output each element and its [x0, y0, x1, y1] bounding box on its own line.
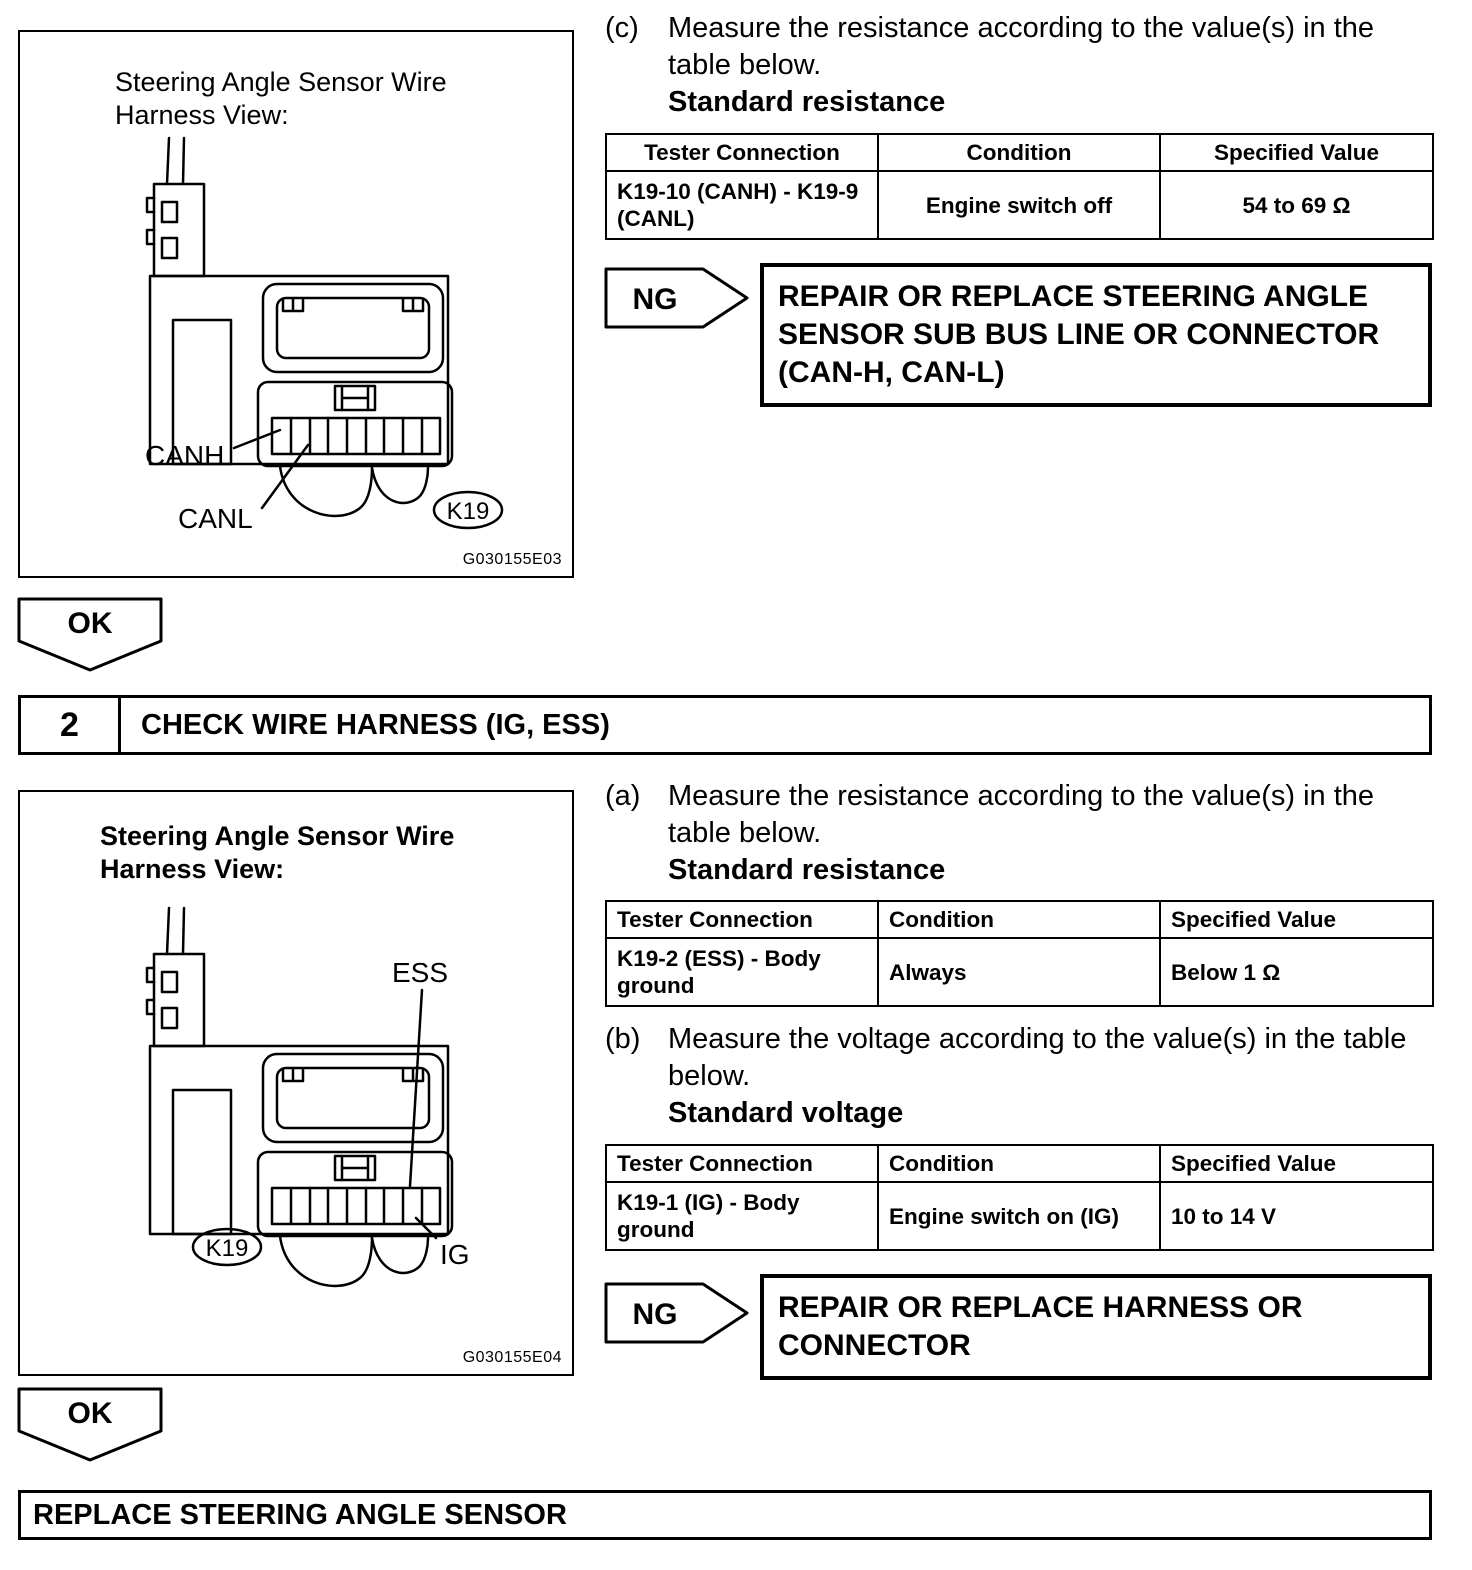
connector-id-label-1: K19	[446, 498, 490, 525]
figure-id-2: G030155E04	[462, 1349, 562, 1366]
table-header-row	[606, 901, 1433, 938]
figure-id-1: G030155E03	[462, 551, 562, 568]
resistance-table-2	[605, 900, 1434, 1007]
ng-arrow-2	[603, 1281, 753, 1345]
harness-diagram-box-1	[18, 30, 574, 578]
ok-arrow-1	[16, 596, 166, 674]
ok-label-1: OK	[67, 607, 113, 640]
standard-resistance-heading-1: Standard resistance	[668, 86, 946, 118]
cell-condition: Engine switch on (IG)	[878, 1182, 1160, 1250]
ok-arrow-2	[16, 1386, 166, 1464]
step-number: 2	[21, 698, 121, 752]
item-marker-a: (a)	[605, 780, 641, 812]
ig-label: IG	[440, 1239, 470, 1270]
diagram-title-line2: Harness View:	[100, 853, 285, 884]
diagram-title-line2: Harness View:	[115, 99, 289, 130]
header-tester-connection: Tester Connection	[606, 1145, 878, 1182]
table-header-row	[606, 1145, 1433, 1182]
connector-drawing-2	[20, 792, 576, 1378]
ng-label-2: NG	[632, 1298, 678, 1331]
cell-tester-connection: K19-10 (CANH) - K19-9 (CANL)	[606, 171, 878, 239]
diagram-title-line1: Steering Angle Sensor Wire	[115, 67, 447, 97]
canl-label: CANL	[178, 503, 253, 534]
cell-tester-connection: K19-2 (ESS) - Body ground	[606, 938, 878, 1006]
ng-label-1: NG	[632, 283, 678, 316]
table-header-row	[606, 134, 1433, 171]
resistance-table-1	[605, 133, 1434, 240]
cell-tester-connection: K19-1 (IG) - Body ground	[606, 1182, 878, 1250]
voltage-table	[605, 1144, 1434, 1251]
harness-diagram-box-2	[18, 790, 574, 1376]
instruction-item-b	[605, 1021, 1432, 1132]
table-row	[606, 1182, 1433, 1250]
final-action-box: REPLACE STEERING ANGLE SENSOR	[18, 1490, 1432, 1540]
ng-action-box-2: REPAIR OR REPLACE HARNESS OR CONNECTOR	[760, 1274, 1432, 1380]
cell-condition: Engine switch off	[878, 171, 1160, 239]
step-header	[18, 695, 1432, 755]
item-marker-c: (c)	[605, 12, 639, 44]
header-specified-value: Specified Value	[1160, 1145, 1433, 1182]
item-body-c	[668, 10, 1440, 121]
header-tester-connection: Tester Connection	[606, 134, 878, 171]
instruction-item-a	[605, 778, 1432, 889]
cell-specified-value: 10 to 14 V	[1160, 1182, 1433, 1250]
header-tester-connection: Tester Connection	[606, 901, 878, 938]
header-condition: Condition	[878, 1145, 1160, 1182]
ok-label-2: OK	[67, 1397, 113, 1430]
cell-specified-value: 54 to 69 Ω	[1160, 171, 1433, 239]
canh-label: CANH	[145, 440, 225, 471]
ess-label: ESS	[392, 957, 449, 988]
cell-condition: Always	[878, 938, 1160, 1006]
step-title: CHECK WIRE HARNESS (IG, ESS)	[141, 708, 610, 741]
item-marker-b: (b)	[605, 1023, 641, 1055]
table-row	[606, 171, 1433, 239]
diagram-title-line1: Steering Angle Sensor Wire	[100, 821, 455, 851]
header-specified-value: Specified Value	[1160, 901, 1433, 938]
item-body-b	[668, 1021, 1440, 1132]
cell-specified-value: Below 1 Ω	[1160, 938, 1433, 1006]
item-text-b: Measure the voltage according to the value(s) in the table below.	[668, 1023, 1407, 1092]
ng-arrow-1	[603, 266, 753, 330]
ng-action-box-1: REPAIR OR REPLACE STEERING ANGLE SENSOR SUB BUS LINE OR CONNECTOR (CAN-H, CAN-L)	[760, 263, 1432, 407]
header-condition: Condition	[878, 901, 1160, 938]
connector-id-label-2: K19	[205, 1235, 249, 1262]
item-text-c: Measure the resistance according to the value(s) in the table below.	[668, 12, 1375, 81]
item-text-a: Measure the resistance according to the value(s) in the table below.	[668, 780, 1375, 849]
item-body-a	[668, 778, 1440, 889]
header-specified-value: Specified Value	[1160, 134, 1433, 171]
instruction-item-c	[605, 10, 1432, 121]
connector-drawing-1	[20, 32, 576, 580]
standard-voltage-heading: Standard voltage	[668, 1097, 904, 1129]
table-row	[606, 938, 1433, 1006]
header-condition: Condition	[878, 134, 1160, 171]
standard-resistance-heading-2: Standard resistance	[668, 854, 946, 886]
